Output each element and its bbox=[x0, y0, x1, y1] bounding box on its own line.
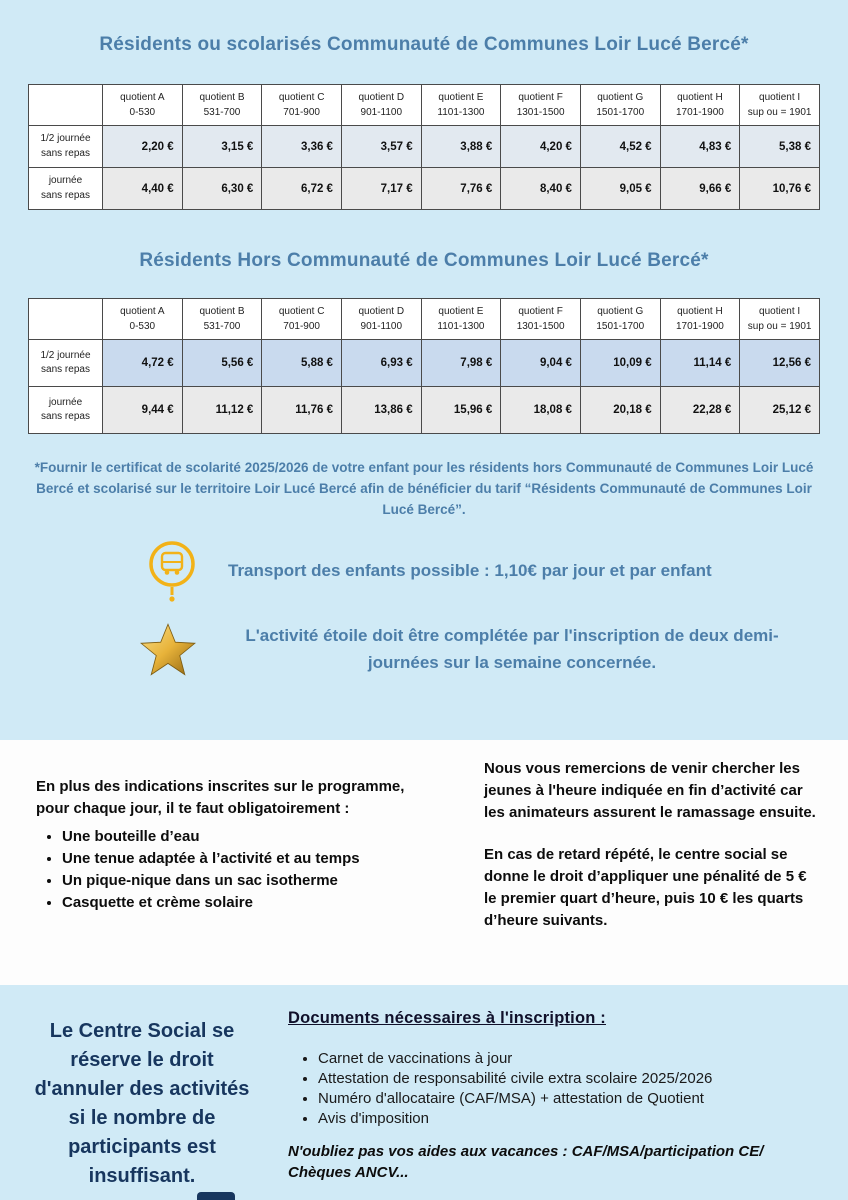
pickup-paragraph: Nous vous remercions de venir chercher les jeunes à l'heure indiquée en fin d’activité car les animateurs assurent le ramassage ensuite. bbox=[484, 760, 816, 822]
documents-list bbox=[288, 1050, 822, 1127]
documents-title: Documents nécessaires à l'inscription : bbox=[288, 1009, 606, 1027]
price-cell: 15,96 € bbox=[421, 387, 501, 434]
price-cell: 3,88 € bbox=[421, 126, 501, 168]
non-residents-table-title: Résidents Hors Communauté de Communes Loir Lucé Bercé* bbox=[139, 250, 709, 271]
requirements-intro: En plus des indications inscrites sur le programme, pour chaque jour, il te faut obligatoirement : bbox=[36, 778, 405, 817]
price-cell: 6,30 € bbox=[182, 168, 262, 210]
practical-info-section bbox=[0, 740, 848, 985]
price-cell: 3,15 € bbox=[182, 126, 262, 168]
row-label-cell: journée sans repas bbox=[29, 168, 103, 210]
price-cell: 3,57 € bbox=[341, 126, 421, 168]
quotient-header-cell: quotient I sup ou = 1901 bbox=[740, 85, 820, 126]
header-row bbox=[29, 85, 820, 126]
row-label-cell: 1/2 journée sans repas bbox=[29, 340, 103, 387]
pickup-info-block bbox=[484, 754, 818, 985]
vacation-aid-note: N'oubliez pas vos aides aux vacances : CAF/MSA/participation CE/ Chèques ANCV... bbox=[288, 1143, 764, 1181]
requirements-list bbox=[36, 828, 438, 911]
cut-off-graphic bbox=[197, 1192, 235, 1200]
row-label-cell: 1/2 journée sans repas bbox=[29, 126, 103, 168]
quotient-header-cell: quotient A 0-530 bbox=[103, 85, 183, 126]
quotient-header-cell: quotient B 531-700 bbox=[182, 299, 262, 340]
price-cell: 4,52 € bbox=[580, 126, 660, 168]
quotient-header-cell: quotient H 1701-1900 bbox=[660, 85, 740, 126]
price-cell: 7,98 € bbox=[421, 340, 501, 387]
transport-info-row bbox=[28, 539, 820, 603]
non-residents-price-table bbox=[28, 298, 820, 434]
registration-section bbox=[0, 985, 848, 1200]
price-cell: 2,20 € bbox=[103, 126, 183, 168]
list-item: • Attestation de responsabilité civile extra scolaire 2025/2026 bbox=[318, 1070, 822, 1087]
bus-icon bbox=[146, 539, 198, 603]
star-activity-row bbox=[28, 623, 820, 677]
price-cell: 12,56 € bbox=[740, 340, 820, 387]
price-cell: 9,44 € bbox=[103, 387, 183, 434]
price-cell: 8,40 € bbox=[501, 168, 581, 210]
quotient-header-cell: quotient G 1501-1700 bbox=[580, 85, 660, 126]
quotient-header-cell: quotient B 531-700 bbox=[182, 85, 262, 126]
price-cell: 9,66 € bbox=[660, 168, 740, 210]
quotient-header-cell: quotient D 901-1100 bbox=[341, 299, 421, 340]
row-label-cell: journée sans repas bbox=[29, 387, 103, 434]
price-cell: 9,05 € bbox=[580, 168, 660, 210]
price-cell: 9,04 € bbox=[501, 340, 581, 387]
list-item: • Une bouteille d’eau bbox=[62, 828, 438, 845]
list-item: • Casquette et crème solaire bbox=[62, 894, 438, 911]
list-item: • Un pique-nique dans un sac isotherme bbox=[62, 872, 438, 889]
transport-info-text: Transport des enfants possible : 1,10€ par jour et par enfant bbox=[228, 560, 712, 580]
corner-cell bbox=[29, 299, 103, 340]
price-cell: 10,09 € bbox=[580, 340, 660, 387]
price-cell: 5,38 € bbox=[740, 126, 820, 168]
price-cell: 22,28 € bbox=[660, 387, 740, 434]
price-cell: 7,76 € bbox=[421, 168, 501, 210]
price-cell: 11,12 € bbox=[182, 387, 262, 434]
quotient-header-cell: quotient F 1301-1500 bbox=[501, 299, 581, 340]
price-cell: 13,86 € bbox=[341, 387, 421, 434]
quotient-header-cell: quotient G 1501-1700 bbox=[580, 299, 660, 340]
star-activity-text: L'activité étoile doit être complétée par l'inscription de deux demi-journées sur la semaine concernée. bbox=[245, 626, 779, 672]
late-penalty-paragraph: En cas de retard répété, le centre social se donne le droit d’appliquer une pénalité de 5 € le premier quart d’heure, puis 10 € les quarts d’heure suivants. bbox=[484, 846, 807, 930]
price-row bbox=[29, 340, 820, 387]
price-row bbox=[29, 126, 820, 168]
quotient-header-cell: quotient F 1301-1500 bbox=[501, 85, 581, 126]
quotient-header-cell: quotient C 701-900 bbox=[262, 299, 342, 340]
documents-block bbox=[256, 1009, 822, 1200]
residents-price-table bbox=[28, 84, 820, 210]
price-cell: 11,14 € bbox=[660, 340, 740, 387]
residents-table-title: Résidents ou scolarisés Communauté de Communes Loir Lucé Bercé* bbox=[99, 34, 749, 55]
quotient-header-cell: quotient D 901-1100 bbox=[341, 85, 421, 126]
price-cell: 20,18 € bbox=[580, 387, 660, 434]
price-cell: 4,40 € bbox=[103, 168, 183, 210]
price-cell: 7,17 € bbox=[341, 168, 421, 210]
list-item: • Une tenue adaptée à l’activité et au temps bbox=[62, 850, 438, 867]
list-item: • Numéro d'allocataire (CAF/MSA) + attestation de Quotient bbox=[318, 1090, 822, 1107]
price-cell: 4,83 € bbox=[660, 126, 740, 168]
price-cell: 25,12 € bbox=[740, 387, 820, 434]
price-row bbox=[29, 168, 820, 210]
cancellation-notice: Le Centre Social se réserve le droit d'annuler des activités si le nombre de participants est insuffisant. bbox=[34, 1020, 250, 1187]
list-item: • Avis d'imposition bbox=[318, 1110, 822, 1127]
quotient-header-cell: quotient E 1101-1300 bbox=[421, 299, 501, 340]
price-cell: 5,56 € bbox=[182, 340, 262, 387]
quotient-header-cell: quotient H 1701-1900 bbox=[660, 299, 740, 340]
quotient-header-cell: quotient I sup ou = 1901 bbox=[740, 299, 820, 340]
school-certificate-note: *Fournir le certificat de scolarité 2025/2026 de votre enfant pour les résidents hors Communauté de Communes Loir Lucé Bercé et scolarisé sur le territoire Loir Lucé Bercé afin de bénéficier du tarif “Résidents Communauté de Communes Loir Lucé Bercé”. bbox=[34, 460, 814, 517]
corner-cell bbox=[29, 85, 103, 126]
price-cell: 4,20 € bbox=[501, 126, 581, 168]
quotient-header-cell: quotient E 1101-1300 bbox=[421, 85, 501, 126]
price-cell: 4,72 € bbox=[103, 340, 183, 387]
quotient-header-cell: quotient C 701-900 bbox=[262, 85, 342, 126]
price-cell: 18,08 € bbox=[501, 387, 581, 434]
price-cell: 6,72 € bbox=[262, 168, 342, 210]
quotient-header-cell: quotient A 0-530 bbox=[103, 299, 183, 340]
daily-requirements-block bbox=[36, 754, 438, 985]
price-cell: 5,88 € bbox=[262, 340, 342, 387]
price-cell: 11,76 € bbox=[262, 387, 342, 434]
list-item: • Carnet de vaccinations à jour bbox=[318, 1050, 822, 1067]
star-icon bbox=[140, 623, 196, 677]
price-row bbox=[29, 387, 820, 434]
header-row bbox=[29, 299, 820, 340]
price-cell: 10,76 € bbox=[740, 168, 820, 210]
price-cell: 6,93 € bbox=[341, 340, 421, 387]
price-cell: 3,36 € bbox=[262, 126, 342, 168]
